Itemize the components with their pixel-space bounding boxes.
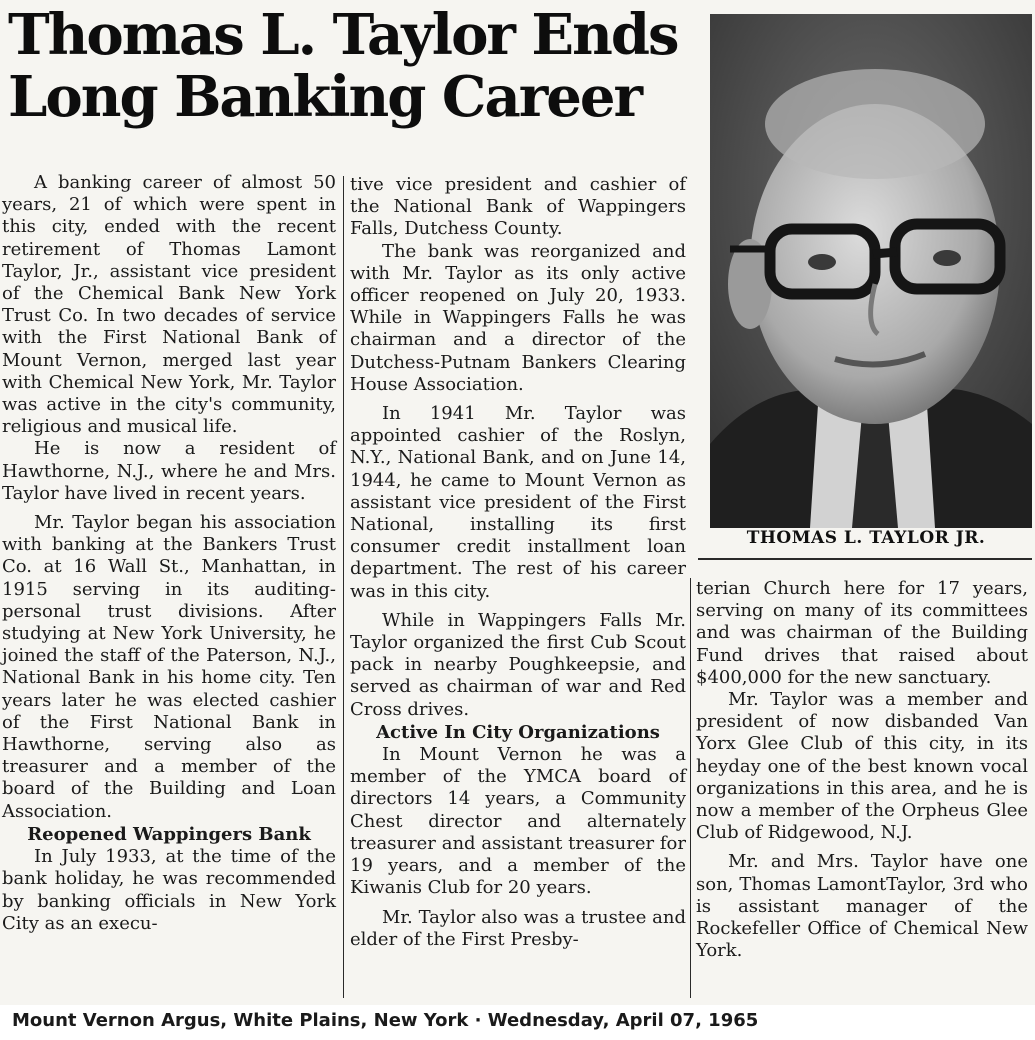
article-column-2 <box>350 174 686 951</box>
portrait-image <box>710 14 1032 528</box>
paragraph: terian Church here for 17 years, serving on many of its committees and was chairman of the Building Fund drives that raised about $400,000 for the new sanctuary. <box>696 578 1028 688</box>
paragraph: Mr. Taylor also was a trustee and elder of the First Presby- <box>350 906 686 950</box>
paragraph: tive vice president and cashier of the National Bank of Wappingers Falls, Dutchess County. <box>350 174 686 240</box>
paragraph: A banking career of almost 50 years, 21 of which were spent in this city, ended with the recent retirement of Thomas Lamont Taylor, Jr., assistant vice president of the Chemical Bank New York Trust Co. In two decades of service with the First National Bank of Mount Vernon, merged last year with Chemical New York, Mr. Taylor was active in the city's community, religious and musical life. <box>2 172 336 438</box>
subheading-city-organizations: Active In City Organizations <box>376 721 660 743</box>
paragraph: While in Wappingers Falls Mr. Taylor organized the first Cub Scout pack in nearby Poughkeepsie, and served as chairman of war and Red Cross drives. <box>350 609 686 720</box>
photo-caption: THOMAS L. TAYLOR JR. <box>746 528 986 548</box>
article-column-3 <box>696 578 1028 962</box>
article-column-1 <box>2 172 336 935</box>
paragraph: He is now a resident of Hawthorne, N.J., where he and Mrs. Taylor have lived in recent years. <box>2 438 336 504</box>
headline-line-1: Thomas L. Taylor Ends <box>8 2 678 68</box>
column-divider <box>690 578 691 998</box>
headline <box>8 4 698 128</box>
paragraph: In 1941 Mr. Taylor was appointed cashier of the Roslyn, N.Y., National Bank, and on June 14, 1944, he came to Mount Vernon as assistant vice president of the First National, installing its first consumer credit installment loan department. The rest of his career was in this city. <box>350 403 686 602</box>
caption-rule <box>698 558 1032 560</box>
source-credit: Mount Vernon Argus, White Plains, New York · Wednesday, April 07, 1965 <box>12 1010 759 1031</box>
paragraph: In Mount Vernon he was a member of the YMCA board of directors 14 years, a Community Chest director and alternately treasurer and assistant treasurer for 19 years, and a member of the Kiwanis Club for 20 years. <box>350 744 686 899</box>
column-divider <box>343 176 344 998</box>
paragraph: The bank was reorganized and with Mr. Taylor as its only active officer reopened on July 20, 1933. While in Wappingers Falls he was chairman and a director of the Dutchess-Putnam Bankers Clearing House Association. <box>350 240 686 395</box>
paragraph: In July 1933, at the time of the bank holiday, he was recommended by banking officials in New York City as an execu- <box>2 846 336 934</box>
portrait-photo <box>710 14 1032 528</box>
paragraph: Mr. and Mrs. Taylor have one son, Thomas LamontTaylor, 3rd who is assistant manager of the Rockefeller Office of Chemical New York. <box>696 851 1028 962</box>
headline-line-2: Long Banking Career <box>8 64 641 130</box>
paragraph: Mr. Taylor was a member and president of now disbanded Van Yorx Glee Club of this city, in its heyday one of the best known vocal organizations in this area, and he is now a member of the Orpheus Glee Club of Ridgewood, N.J. <box>696 689 1028 844</box>
paragraph: Mr. Taylor began his association with banking at the Bankers Trust Co. at 16 Wall St., Manhattan, in 1915 serving in its auditing-personal trust divisions. After studying at New York University, he joined the staff of the Paterson, N.J., National Bank in his home city. Ten years later he was elected cashier of the First National Bank in Hawthorne, serving also as treasurer and a member of the board of the Building and Loan Association. <box>2 512 336 822</box>
subheading-reopened-bank: Reopened Wappingers Bank <box>27 823 311 845</box>
